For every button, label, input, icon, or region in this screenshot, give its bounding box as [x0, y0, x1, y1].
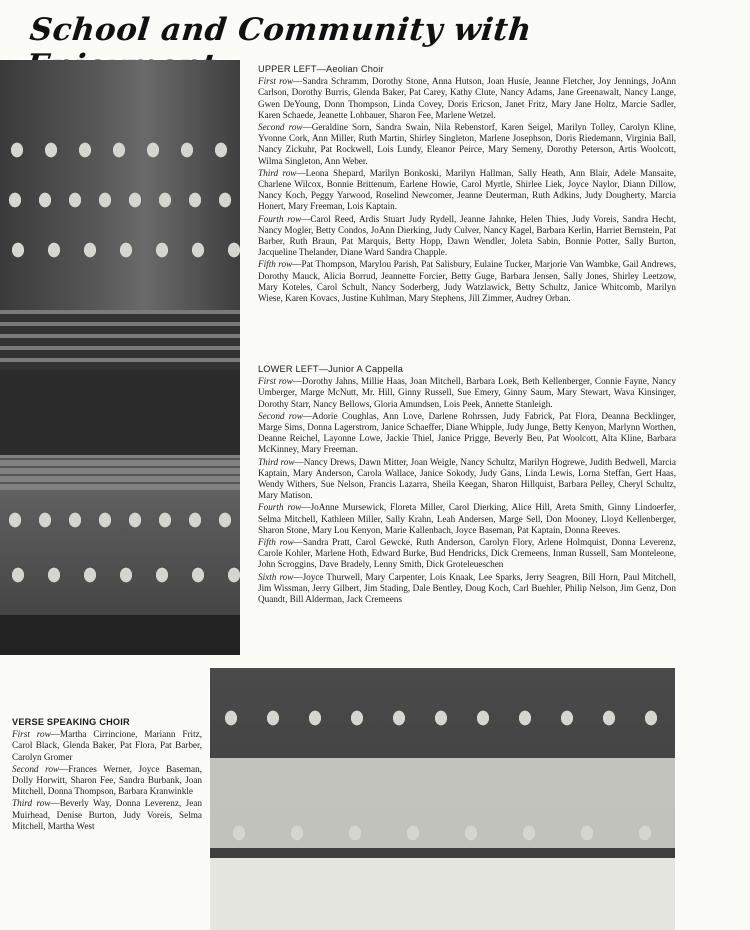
- caption-row: [258, 537, 676, 571]
- photo-faces-row: [0, 555, 240, 595]
- junior-a-cappella-photo: [0, 455, 240, 655]
- photo-faces-row: [0, 500, 240, 540]
- section-heading: LOWER LEFT—Junior A Cappella: [258, 364, 403, 374]
- aeolian-choir-caption: [258, 64, 676, 305]
- row-names: —Beverly Way, Donna Leverenz, Jean Muirhead, Denise Burton, Judy Voreis, Selma Mitchell, Martha West: [12, 798, 202, 831]
- verse-speaking-choir-photo: [210, 668, 675, 930]
- row-names: —JoAnne Mursewick, Floreta Miller, Carol Dierking, Alice Hill, Areta Smith, Ginny Lindoerfer, Selma Mitchell, Kathleen Miller, Sally Krahn, Leah Andersen, Marge Sell, Don Mooney, Lloyd Kellenberger, Sharon Stone, Mary Lou Kenyon, Marie Kallenbach, Joyce Baseman, Pat Kaptain, Donna Reeves.: [258, 502, 676, 535]
- row-label: Fourth row: [258, 213, 302, 224]
- row-label: First row: [258, 76, 294, 87]
- row-names: —Joyce Thurwell, Mary Carpenter, Lois Knaak, Lee Sparks, Jerry Seagren, Bill Horn, Paul Mitchell, Jim Wissman, Jerry Gilbert, Jim Stading, Dale Bentley, Doug Koch, Carl Buehler, Philip Nelson, Jim Genz, Don Quandt, Bill Alderman, Jack Cremeens: [258, 571, 677, 605]
- section-heading: UPPER LEFT—Aeolian Choir: [258, 64, 384, 74]
- photo-faces-row: [0, 180, 240, 220]
- caption-row: [258, 502, 676, 536]
- photo-floor: [0, 370, 240, 455]
- caption-row: [258, 122, 676, 167]
- verse-speaking-choir-caption: [12, 717, 202, 833]
- row-label: Fourth row: [258, 502, 302, 513]
- caption-row: [258, 376, 676, 410]
- photo-skirts: [0, 615, 240, 655]
- caption-row: [258, 259, 676, 304]
- caption-row: [12, 798, 202, 832]
- row-label: Second row: [12, 763, 60, 774]
- caption-row: [12, 729, 202, 763]
- row-names: —Adorie Coughlas, Ann Love, Darlene Rohrssen, Judy Fabrick, Pat Flora, Deanna Becklinger, Marge Sims, Donna Lagerstrom, Janice Schaeffer, Diane Whipple, Judy Junge, Betty Kenyon, Marlynn Worthen, Deanne Reichel, Layonne Lowe, Jackie Thiel, Janice Prigge, Beverly Beu, Pat Woolcott, Alta Kline, Barbara McKinney, Mary Freeman.: [258, 410, 676, 455]
- row-label: Third row: [258, 167, 297, 178]
- row-names: —Leona Shepard, Marilyn Bonkoski, Marilyn Hallman, Sally Heath, Ann Blair, Adele Mansaite, Charlene Wilcox, Bonnie Brittenum, Earlene Howie, Carol Myrtle, Shirlee Liek, Joyce Naylor, Diann Dillow, Nancy Koch, Peggy Yarwood, Roselind Newcomer, Jeanne Deuterman, Ruth Adkins, Judy Dougherty, Marcia Honert, Mary Freeman, Lois Kaptain.: [258, 167, 676, 212]
- photo-faces-row: [210, 693, 675, 743]
- photo-faces-row: [0, 130, 240, 170]
- photo-front-row: [210, 858, 675, 930]
- row-names: —Sandra Schramm, Dorothy Stone, Anna Hutson, Joan Husíe, Jeanne Fletcher, Joy Jennings, JoAnn Carlson, Dorothy Burris, Glenda Baker, Pat Carey, Kathy Clute, Nancy Adams, Jane Greenawalt, Nancy Lange, Gwen DeYoung, Donn Thompson, Linda Covey, Doris Ericson, Janet Fritz, Mary Jane Holtz, Marcie Sadler, Karen Schaede, Jeanette Lohbauer, Sharon Fee, Marlene Wetzel.: [258, 76, 676, 120]
- row-names: —Sandra Pratt, Carol Gewcke, Ruth Anderson, Carolyn Flory, Arlene Holmquist, Donna Leverenz, Carole Kohler, Marlene Hoth, Edward Burke, Bud Hendricks, Dick Cremeens, Inman Russell, Sam Monteleone, John Scroggins, Dave Bradely, Lenny Smith, Dick Groteleueschen: [258, 537, 676, 570]
- photo-faces-row: [210, 808, 675, 858]
- row-names: —Pat Thompson, Marylou Parish, Pat Salisbury, Eulaine Tucker, Marjorie Van Wambke, Gail Andrews, Dorothy Mauck, Alicia Borrud, Jeannette Forcier, Betty Guge, Barbara Jensen, Sally Jones, Shirley Leetzow, Mary Koteles, Carol Schult, Nancy Soderberg, Judy Watzlawick, Betty Schultz, Janice Whitcomb, Marilyn Wiese, Karen Kovacs, Justine Kuhlman, Mary Stephens, Jill Zimmer, Audrey Orban.: [258, 259, 676, 304]
- row-label: Fifth row: [258, 537, 294, 548]
- page-title: School and Community with: [28, 12, 534, 48]
- row-names: —Martha Cirrincione, Mariann Fritz, Carol Black, Glenda Baker, Pat Flora, Pat Barber, Carolyn Gromer: [12, 729, 202, 762]
- caption-row: [258, 76, 676, 121]
- row-names: —Carol Reed, Ardis Stuart Judy Rydell, Jeanne Jahnke, Helen Thies, Judy Voreis, Sandra Hecht, Nancy Mogler, Betty Condos, JoAnn Dierking, Judy Culver, Nancy Kagel, Barbara Kerlin, Harriet Bernstein, Pat Barber, Ruth Braun, Pat Marquis, Betty Hopp, Dawn Wendler, Joleta Sabin, Bonnie Potter, Sally Burton, Jacqueline Thelander, Diane Ward Sandra Chapple.: [258, 213, 676, 258]
- caption-row: [258, 411, 676, 456]
- row-label: First row: [12, 729, 51, 740]
- row-label: Third row: [258, 456, 295, 467]
- row-label: Third row: [12, 798, 51, 809]
- caption-row: [12, 764, 202, 798]
- row-names: —Nancy Drews, Dawn Mitter, Joan Weigle, Nancy Schultz, Marilyn Hogrewe, Judith Bedwell, Marcia Kaptain, Mary Anderson, Carola Wallace, Janice Sokody, Judy Gans, Linda Lewis, Lorna Steffan, Gert Haas, Wendy Withers, Sue Nelson, Francis Lazarra, Sheila Keegan, Sharon Hillquist, Barbara Pelley, Cheryl Schultz, Mary Matison.: [258, 456, 676, 501]
- row-label: Fifth row: [258, 259, 293, 270]
- photo-brick-wall: [0, 455, 240, 490]
- row-names: —Frances Werner, Joyce Baseman, Dolly Horwitt, Sharon Fee, Sandra Burbank, Joan Mitchell, Donna Thompson, Barbara Kranwinkle: [12, 763, 202, 797]
- photo-faces-row: [0, 230, 240, 270]
- caption-row: [258, 572, 676, 606]
- row-label: Second row: [258, 122, 303, 133]
- row-names: —Geraldine Sorn, Sandra Swain, Nila Rebenstorf, Karen Seigel, Marilyn Tolley, Carolyn Kline, Yvonne Cork, Ann Miller, Ruth Martin, Shirley Singleton, Marlene Josephson, Doris Riedemann, Virginia Ball, Nancy Zickuhr, Pat Rockwell, Lois Lundy, Eleanor Peirce, Mary Semeny, Dorothy Peterson, Artis Woolcott, Wilma Singleton, Ann Weber.: [258, 122, 676, 166]
- caption-row: [258, 168, 676, 213]
- row-label: Second row: [258, 410, 303, 421]
- row-names: —Dorothy Jahns, Millie Haas, Joan Mitchell, Barbara Loek, Beth Kellenberger, Connie Fayne, Nancy Umberger, Marge McNutt, Mr. Hill, Ginny Russell, Sue Emery, Ginny Saum, Mary Stewart, Wava Kinsinger, Dorothy Starr, Nancy Bellows, Gloria Amundsen, Lois Peek, Annette Stanleigh.: [258, 376, 677, 409]
- junior-a-cappella-caption: [258, 364, 676, 606]
- row-label: First row: [258, 376, 293, 387]
- caption-row: [258, 457, 676, 502]
- section-heading: VERSE SPEAKING CHOIR: [12, 717, 130, 727]
- row-label: Sixth row: [258, 571, 294, 582]
- aeolian-choir-photo: [0, 60, 240, 455]
- caption-row: [258, 214, 676, 259]
- photo-steps: [0, 310, 240, 370]
